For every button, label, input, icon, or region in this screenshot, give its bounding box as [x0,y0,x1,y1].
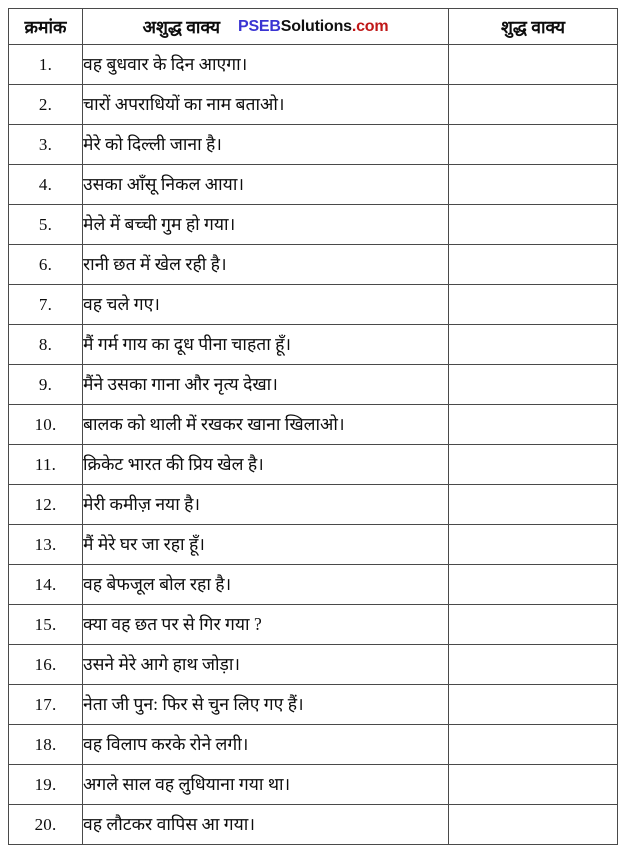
cell-correct-sentence-answer-blank[interactable] [449,765,618,805]
cell-correct-sentence-answer-blank[interactable] [449,365,618,405]
cell-incorrect-sentence: क्या वह छत पर से गिर गया ? [83,605,449,645]
table-row [9,325,618,365]
cell-correct-sentence-answer-blank[interactable] [449,285,618,325]
cell-incorrect-sentence: मैं मेरे घर जा रहा हूँ। [83,525,449,565]
cell-incorrect-sentence: मैं गर्म गाय का दूध पीना चाहता हूँ। [83,325,449,365]
cell-incorrect-sentence: बालक को थाली में रखकर खाना खिलाओ। [83,405,449,445]
cell-correct-sentence-answer-blank[interactable] [449,125,618,165]
cell-incorrect-sentence: नेता जी पुन: फिर से चुन लिए गए हैं। [83,685,449,725]
cell-incorrect-sentence: रानी छत में खेल रही है। [83,245,449,285]
header-label-incorrect-sentence: अशुद्ध वाक्य [142,16,220,37]
watermark-part-solutions: Solutions [280,17,352,35]
cell-serial-number: 2. [9,85,83,125]
table-row [9,645,618,685]
table-row [9,565,618,605]
table-body [9,9,618,845]
cell-incorrect-sentence: उसने मेरे आगे हाथ जोड़ा। [83,645,449,685]
table-row [9,805,618,845]
cell-correct-sentence-answer-blank[interactable] [449,445,618,485]
cell-serial-number: 14. [9,565,83,605]
cell-correct-sentence-answer-blank[interactable] [449,565,618,605]
cell-serial-number: 15. [9,605,83,645]
cell-serial-number: 11. [9,445,83,485]
table-row [9,525,618,565]
table-row [9,125,618,165]
table-row [9,205,618,245]
cell-correct-sentence-answer-blank[interactable] [449,85,618,125]
table-row [9,85,618,125]
cell-serial-number: 5. [9,205,83,245]
cell-serial-number: 19. [9,765,83,805]
cell-correct-sentence-answer-blank[interactable] [449,405,618,445]
cell-serial-number: 1. [9,45,83,85]
cell-correct-sentence-answer-blank[interactable] [449,245,618,285]
table-row [9,445,618,485]
cell-incorrect-sentence: चारों अपराधियों का नाम बताओ। [83,85,449,125]
cell-incorrect-sentence: मेरी कमीज़ नया है। [83,485,449,525]
cell-serial-number: 16. [9,645,83,685]
cell-correct-sentence-answer-blank[interactable] [449,325,618,365]
cell-serial-number: 9. [9,365,83,405]
cell-correct-sentence-answer-blank[interactable] [449,605,618,645]
table-row [9,685,618,725]
cell-correct-sentence-answer-blank[interactable] [449,725,618,765]
cell-incorrect-sentence: वह बेफजूल बोल रहा है। [83,565,449,605]
cell-incorrect-sentence: क्रिकेट भारत की प्रिय खेल है। [83,445,449,485]
cell-serial-number: 7. [9,285,83,325]
cell-serial-number: 18. [9,725,83,765]
cell-serial-number: 8. [9,325,83,365]
cell-incorrect-sentence: मेरे को दिल्ली जाना है। [83,125,449,165]
cell-correct-sentence-answer-blank[interactable] [449,525,618,565]
cell-serial-number: 12. [9,485,83,525]
table-row [9,765,618,805]
table-row [9,165,618,205]
cell-correct-sentence-answer-blank[interactable] [449,805,618,845]
table-row [9,725,618,765]
pseb-solutions-watermark [238,18,388,36]
cell-incorrect-sentence: अगले साल वह लुधियाना गया था। [83,765,449,805]
cell-incorrect-sentence: वह चले गए। [83,285,449,325]
cell-incorrect-sentence: वह बुधवार के दिन आएगा। [83,45,449,85]
cell-incorrect-sentence: मैंने उसका गाना और नृत्य देखा। [83,365,449,405]
cell-incorrect-sentence: वह लौटकर वापिस आ गया। [83,805,449,845]
table-row [9,485,618,525]
cell-serial-number: 4. [9,165,83,205]
table-row [9,245,618,285]
header-label-correct-sentence: शुद्ध वाक्य [500,16,566,37]
table-row [9,365,618,405]
header-cell-incorrect-sentence [83,9,449,45]
table-header-row [9,9,618,45]
cell-serial-number: 17. [9,685,83,725]
table-row [9,405,618,445]
header-cell-correct-sentence [449,9,618,45]
cell-serial-number: 10. [9,405,83,445]
watermark-part-com: .com [351,17,389,35]
cell-correct-sentence-answer-blank[interactable] [449,165,618,205]
table-row [9,605,618,645]
sentence-correction-table [8,8,618,845]
cell-incorrect-sentence: मेले में बच्ची गुम हो गया। [83,205,449,245]
table-row [9,285,618,325]
cell-correct-sentence-answer-blank[interactable] [449,685,618,725]
cell-correct-sentence-answer-blank[interactable] [449,45,618,85]
watermark-part-pseb: PSEB [237,17,281,35]
cell-correct-sentence-answer-blank[interactable] [449,485,618,525]
cell-serial-number: 6. [9,245,83,285]
cell-incorrect-sentence: उसका आँसू निकल आया। [83,165,449,205]
cell-serial-number: 3. [9,125,83,165]
cell-serial-number: 13. [9,525,83,565]
table-row [9,45,618,85]
cell-correct-sentence-answer-blank[interactable] [449,205,618,245]
cell-serial-number: 20. [9,805,83,845]
header-label-serial-number: क्रमांक [24,16,67,37]
cell-incorrect-sentence: वह विलाप करके रोने लगी। [83,725,449,765]
cell-correct-sentence-answer-blank[interactable] [449,645,618,685]
header-cell-serial-number [9,9,83,45]
